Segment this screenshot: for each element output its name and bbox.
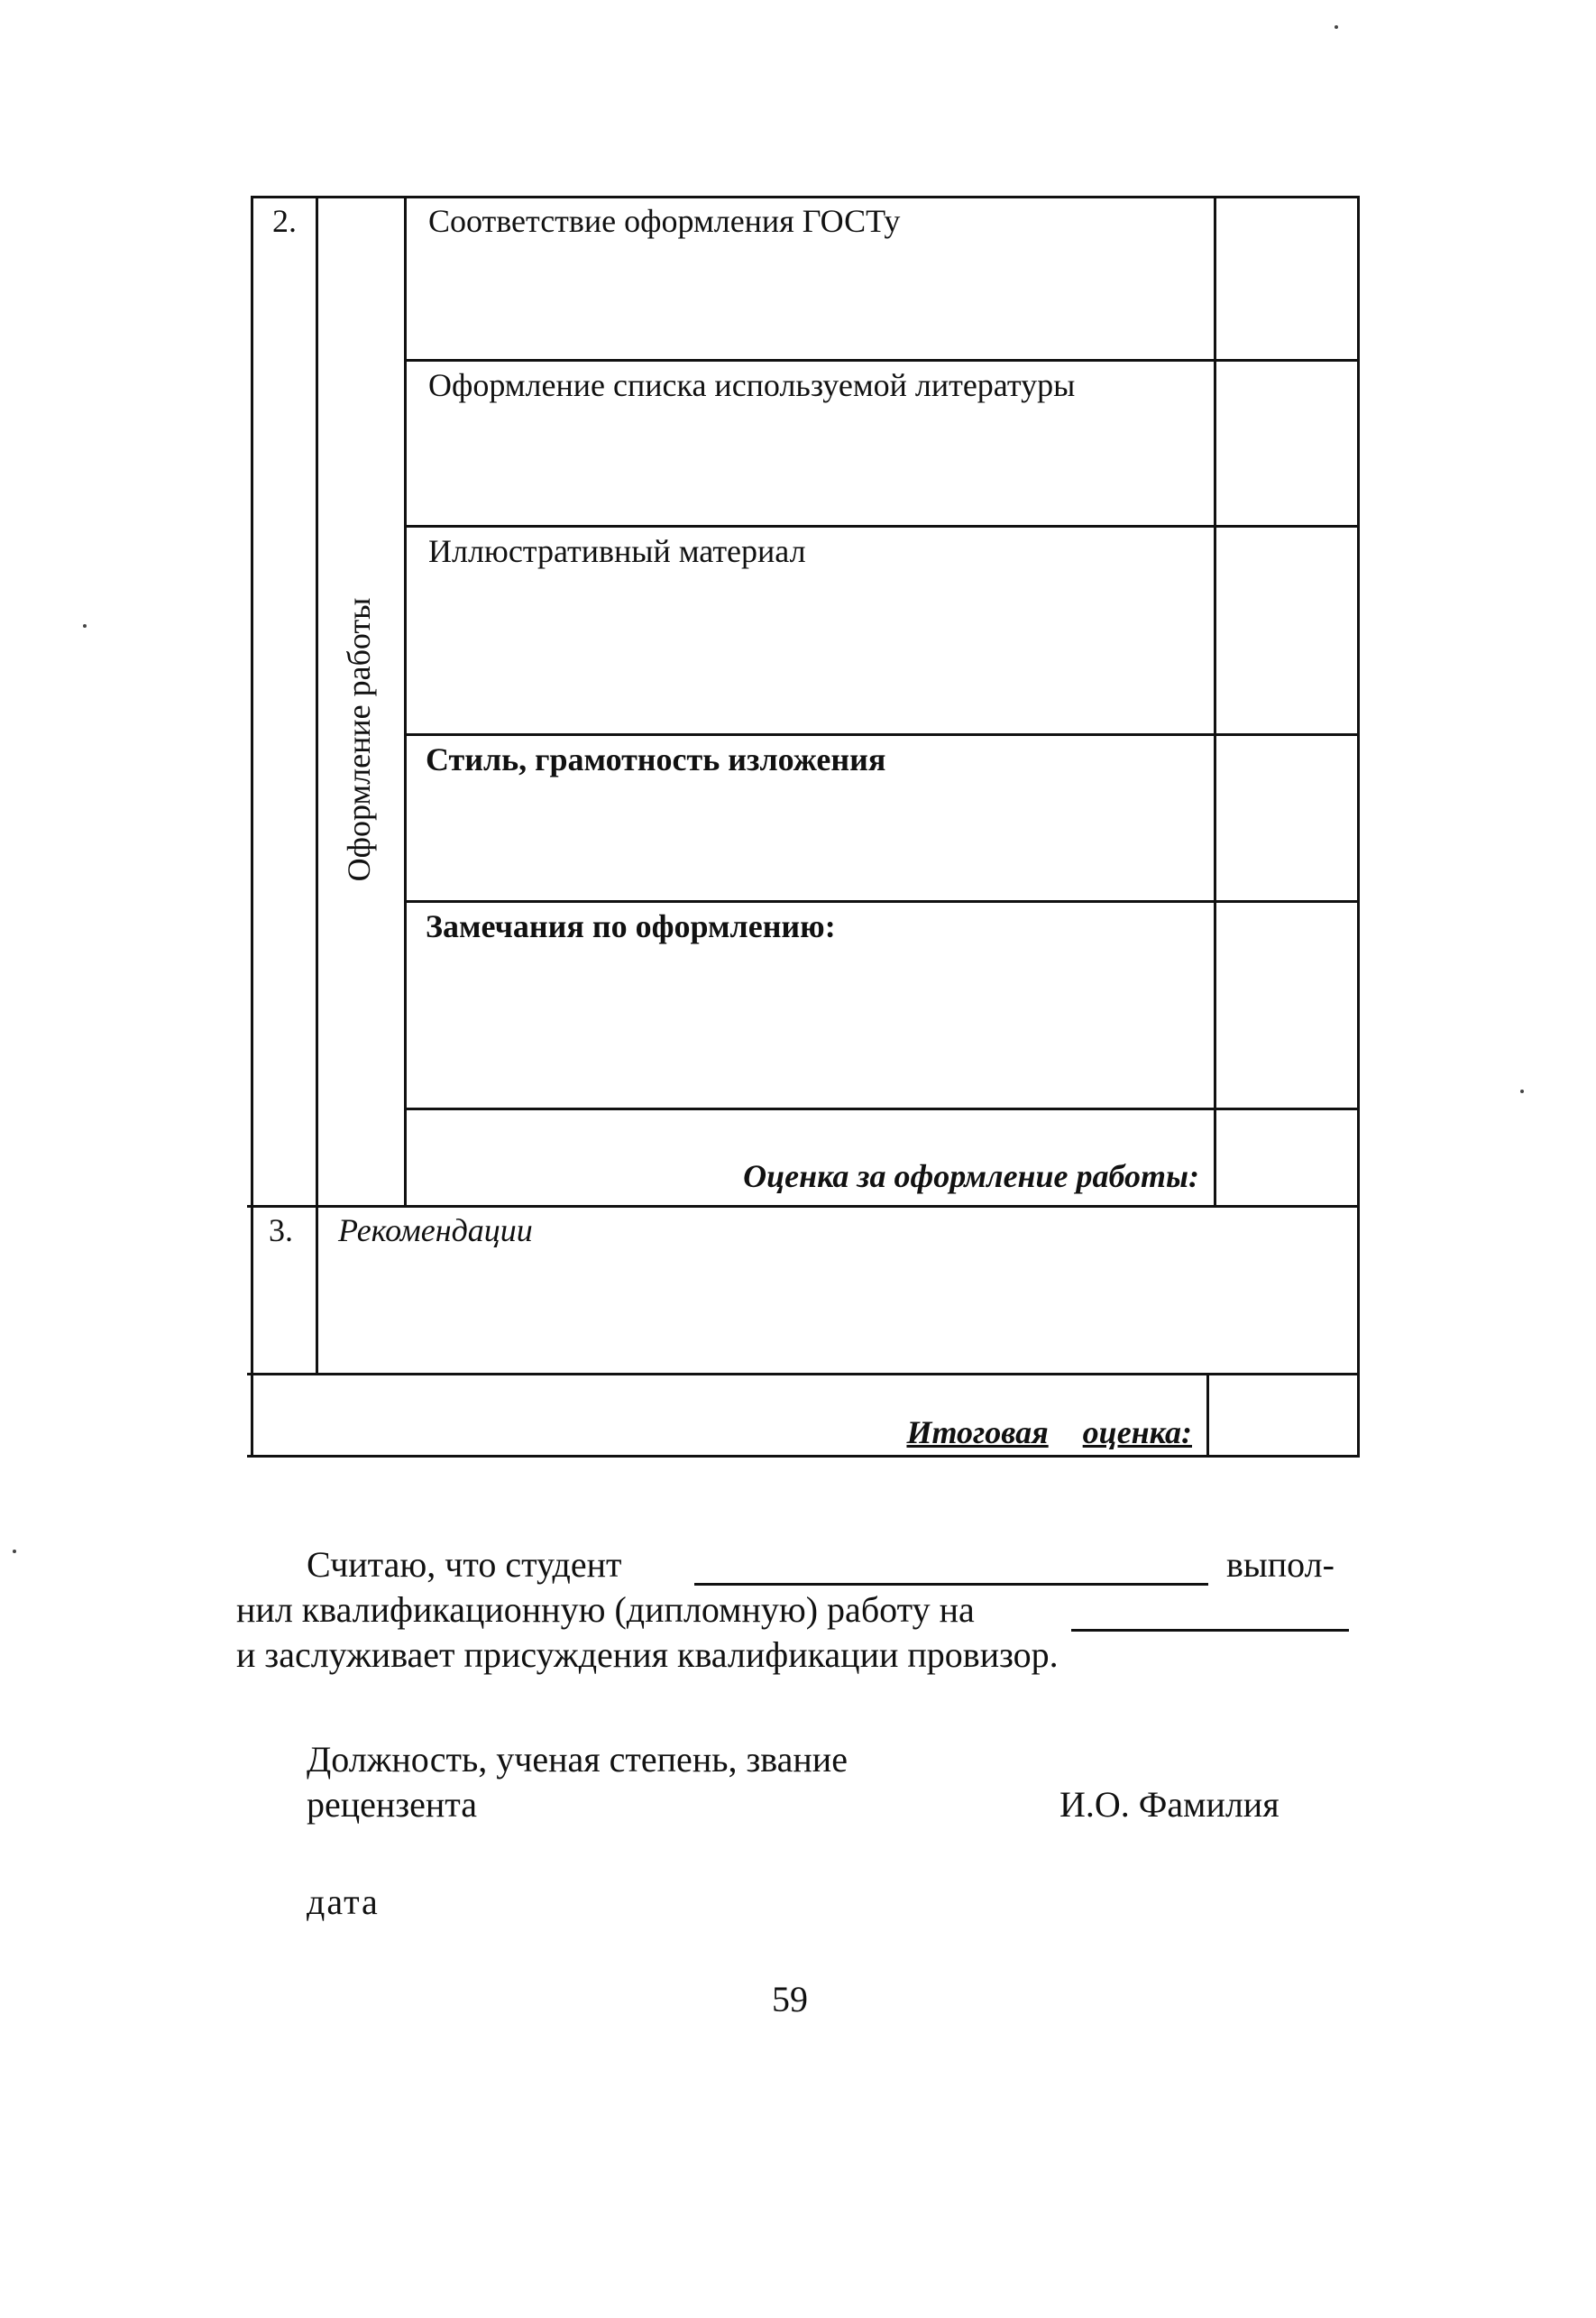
row-number-2: 2. <box>272 203 297 239</box>
conclusion-line-3: и заслуживает присуждения квалификации провизор. <box>236 1634 1059 1675</box>
final-score-label <box>906 1414 1192 1450</box>
formatting-remarks: Замечания по оформлению: <box>426 908 836 944</box>
scan-speck <box>1335 25 1338 29</box>
criterion-style: Стиль, грамотность изложения <box>426 741 886 777</box>
grade-blank <box>1071 1629 1349 1632</box>
score-column-divider <box>1206 1373 1209 1455</box>
section-label-rotated: Оформление работы <box>341 597 377 882</box>
reviewer-position-line-1: Должность, ученая степень, звание <box>307 1739 848 1780</box>
formatting-score-label: Оценка за оформление работы: <box>743 1158 1199 1194</box>
row-divider <box>247 1373 1359 1375</box>
row-number-3: 3. <box>269 1212 293 1248</box>
scan-speck <box>83 624 87 628</box>
table-border-bottom <box>247 1455 1359 1458</box>
page-number: 59 <box>772 1979 808 2019</box>
criterion-bibliography: Оформление списка используемой литературы <box>428 367 1076 403</box>
table-border-top <box>252 196 1359 198</box>
conclusion-line-1-start: Считаю, что студент <box>307 1544 622 1585</box>
section-column-divider <box>404 196 407 1206</box>
table-border-left <box>251 196 253 1458</box>
criterion-gost: Соответствие оформления ГОСТу <box>428 203 901 239</box>
score-column-divider <box>1214 196 1216 1206</box>
conclusion-line-1-end: выпол- <box>1226 1544 1335 1585</box>
scan-speck <box>13 1550 16 1553</box>
scan-speck <box>1520 1090 1524 1093</box>
number-column-divider <box>316 196 318 1373</box>
recommendations-label: Рекомендации <box>338 1212 533 1248</box>
table-border-right <box>1357 196 1360 1458</box>
criterion-illustrations: Иллюстративный материал <box>428 533 806 569</box>
final-score-word2: оценка: <box>1082 1414 1192 1450</box>
reviewer-position-line-2: рецензента <box>307 1784 478 1825</box>
date-label: дата <box>307 1881 380 1922</box>
row-divider <box>247 1205 1359 1208</box>
final-score-word1: Итоговая <box>906 1414 1049 1450</box>
conclusion-line-2: нил квалификационную (дипломную) работу на <box>236 1589 975 1630</box>
reviewer-name: И.О. Фамилия <box>1059 1784 1280 1825</box>
